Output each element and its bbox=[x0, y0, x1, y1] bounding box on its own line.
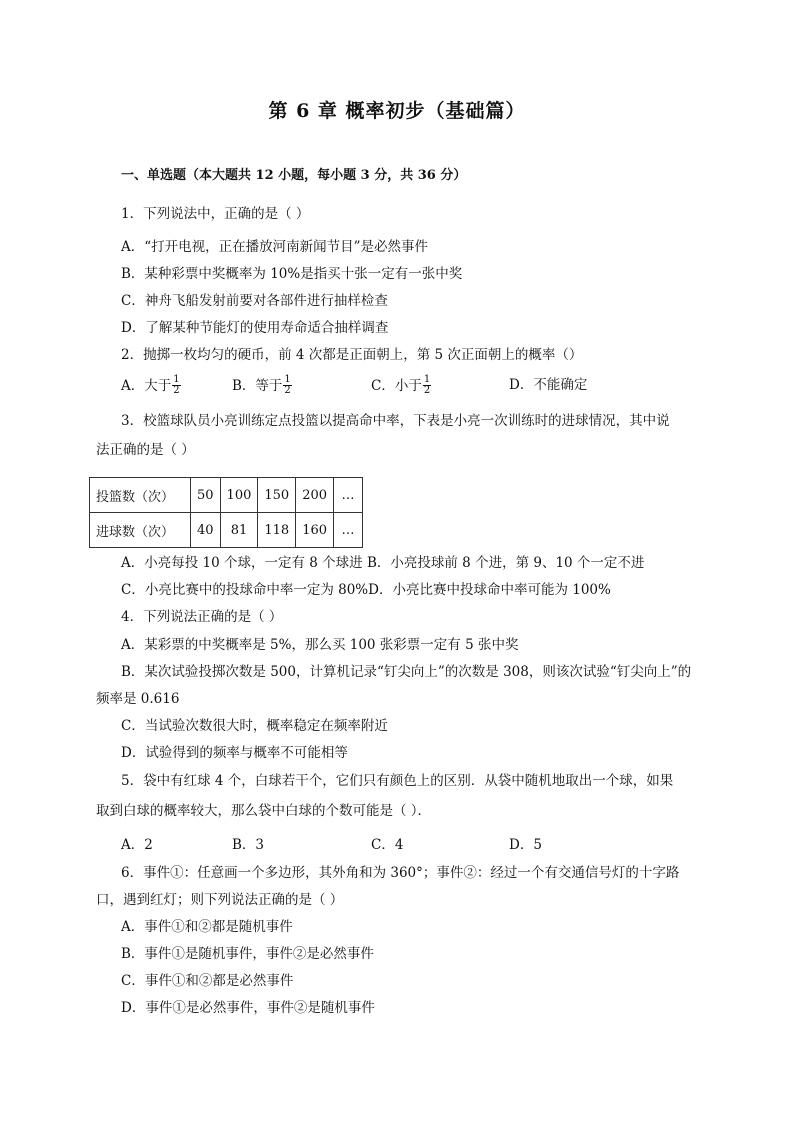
q6-option-d: D．事件①是必然事件，事件②是随机事件 bbox=[121, 1000, 375, 1016]
table-cell: 160 bbox=[296, 513, 334, 548]
fraction-numerator: 1 bbox=[423, 374, 431, 385]
q4-option-c: C．当试验次数很大时，概率稳定在频率附近 bbox=[121, 718, 388, 734]
fraction-numerator: 1 bbox=[173, 374, 180, 385]
fraction-one-half bbox=[172, 375, 180, 396]
q2-option-d: D．不能确定 bbox=[509, 377, 588, 393]
q2-option-c bbox=[371, 376, 431, 397]
table-cell: … bbox=[334, 478, 363, 513]
q6-option-c: C．事件①和②都是必然事件 bbox=[121, 973, 294, 989]
q2-option-a bbox=[121, 376, 181, 397]
q4-option-a: A．某彩票的中奖概率是 5%，那么买 100 张彩票一定有 5 张中奖 bbox=[121, 637, 519, 653]
q2-option-b-label: B．等于 bbox=[232, 378, 283, 394]
q3-stem-line1: 3．校篮球队员小亮训练定点投篮以提高命中率，下表是小亮一次训练时的进球情况，其中说 bbox=[121, 413, 670, 429]
table-cell: 200 bbox=[296, 478, 334, 513]
q5-option-c: C．4 bbox=[371, 837, 404, 853]
q4-option-b-line1: B．某次试验投掷次数是 500，计算机记录“钉尖向上”的次数是 308，则该次试验“钉尖向上”的 bbox=[121, 664, 692, 680]
q5-stem-line2: 取到白球的概率较大，那么袋中白球的个数可能是（ ）． bbox=[96, 803, 432, 819]
q2-option-a-label: A．大于 bbox=[121, 378, 172, 394]
q6-option-a: A．事件①和②都是随机事件 bbox=[121, 919, 293, 935]
q6-stem-line1: 6．事件①：任意画一个多边形，其外角和为 360°；事件②：经过一个有交通信号灯的十字路 bbox=[121, 865, 680, 881]
q6-option-b: B．事件①是随机事件，事件②是必然事件 bbox=[121, 946, 374, 962]
table-cell: 150 bbox=[258, 478, 296, 513]
q2-stem: 2．抛掷一枚均匀的硬币，前 4 次都是正面朝上，第 5 次正面朝上的概率（） bbox=[121, 347, 583, 363]
section-heading: 一、单选题（本大题共 12 小题，每小题 3 分，共 36 分） bbox=[121, 168, 467, 183]
q1-option-b: B．某种彩票中奖概率为 10%是指买十张一定有一张中奖 bbox=[121, 266, 463, 282]
q5-stem-line1: 5．袋中有红球 4 个，白球若干个，它们只有颜色上的区别．从袋中随机地取出一个球，如果 bbox=[121, 773, 674, 789]
q5-option-d: D．5 bbox=[509, 837, 542, 853]
table-row-header: 投篮数（次） bbox=[90, 478, 191, 513]
q1-option-c: C．神舟飞船发射前要对各部件进行抽样检查 bbox=[121, 293, 388, 309]
fraction-denominator: 2 bbox=[173, 385, 180, 396]
table-cell: 81 bbox=[220, 513, 258, 548]
q5-option-b: B．3 bbox=[232, 837, 265, 853]
fraction-numerator: 1 bbox=[284, 374, 291, 385]
q2-option-b bbox=[232, 376, 292, 397]
q1-option-a: A．“打开电视，正在播放河南新闻节目”是必然事件 bbox=[121, 239, 429, 255]
page-title: 第 6 章 概率初步（基础篇） bbox=[268, 100, 526, 122]
fraction-one-half bbox=[283, 375, 291, 396]
q3-options-ab: A．小亮每投 10 个球，一定有 8 个球进 B．小亮投球前 8 个进，第 9、10 个一定不进 bbox=[121, 555, 645, 571]
q4-option-b-line2: 频率是 0.616 bbox=[96, 691, 180, 707]
table-row bbox=[90, 478, 363, 513]
q1-stem: 1．下列说法中，正确的是（ ） bbox=[121, 206, 310, 222]
q4-option-d: D．试验得到的频率与概率不可能相等 bbox=[121, 745, 348, 761]
q3-options-cd: C．小亮比赛中的投球命中率一定为 80%D．小亮比赛中投球命中率可能为 100% bbox=[121, 582, 611, 598]
fraction-denominator: 2 bbox=[284, 385, 291, 396]
shots-table bbox=[89, 477, 363, 548]
table-cell: … bbox=[334, 513, 363, 548]
q1-option-d: D．了解某种节能灯的使用寿命适合抽样调查 bbox=[121, 320, 389, 336]
q3-stem-line2: 法正确的是（ ） bbox=[96, 442, 195, 458]
table-cell: 40 bbox=[191, 513, 221, 548]
table-cell: 118 bbox=[258, 513, 296, 548]
q5-option-a: A．2 bbox=[121, 837, 153, 853]
table-row-header: 进球数（次） bbox=[90, 513, 191, 548]
fraction-denominator: 2 bbox=[423, 385, 431, 396]
table-cell: 50 bbox=[191, 478, 221, 513]
fraction-one-half bbox=[423, 375, 431, 396]
table-cell: 100 bbox=[220, 478, 258, 513]
q2-option-c-label: C．小于 bbox=[371, 378, 422, 394]
q6-stem-line2: 口，遇到红灯；则下列说法正确的是（ ） bbox=[96, 892, 344, 908]
table-row bbox=[90, 513, 363, 548]
q4-stem: 4．下列说法正确的是（ ） bbox=[121, 609, 283, 625]
